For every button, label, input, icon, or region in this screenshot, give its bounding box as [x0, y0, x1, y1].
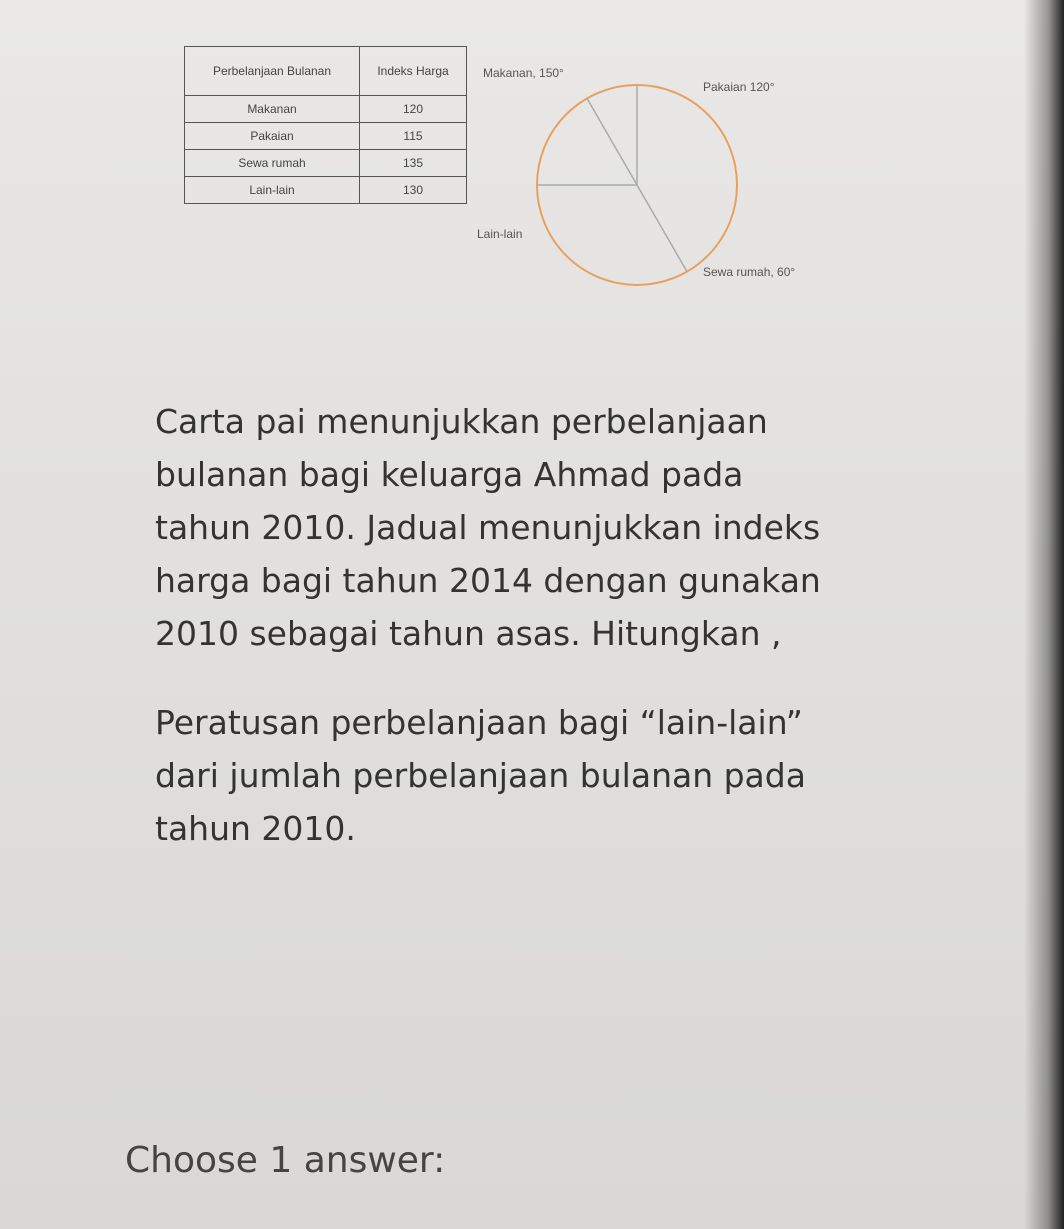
table-cell-index: 130: [360, 177, 467, 204]
pie-chart: [180, 40, 840, 300]
pie-label-lain-lain: Lain-lain: [477, 227, 523, 241]
table-cell-index: 120: [360, 96, 467, 123]
pie-slice-divider: [637, 185, 687, 272]
table-cell-item: Pakaian: [185, 123, 360, 150]
table-cell-item: Lain-lain: [185, 177, 360, 204]
table-header-expenditure: Perbelanjaan Bulanan: [185, 47, 360, 96]
table-cell-index: 115: [360, 123, 467, 150]
pie-slice-divider: [587, 98, 637, 185]
table-cell-item: Sewa rumah: [185, 150, 360, 177]
pie-label-pakaian: Pakaian 120°: [703, 80, 775, 94]
choose-answer-label: Choose 1 answer:: [125, 1140, 446, 1181]
question-text: [130, 395, 830, 855]
screen-edge-shadow: [1024, 0, 1064, 1229]
question-paragraph: Carta pai menunjukkan perbelanjaan bulanan bagi keluarga Ahmad pada tahun 2010. Jadual menunjukkan indeks harga bagi tahun 2014 dengan gunakan 2010 sebagai tahun asas. Hitungkan ,: [155, 402, 821, 653]
pie-label-makanan: Makanan, 150°: [483, 66, 564, 80]
pie-label-sewa-rumah: Sewa rumah, 60°: [703, 265, 796, 279]
question-figure: [180, 40, 840, 300]
table-header-price-index: Indeks Harga: [360, 47, 467, 96]
table-cell-index: 135: [360, 150, 467, 177]
table-cell-item: Makanan: [185, 96, 360, 123]
question-subpart: Peratusan perbelanjaan bagi “lain-lain” dari jumlah perbelanjaan bulanan pada tahun 2010.: [155, 703, 806, 848]
